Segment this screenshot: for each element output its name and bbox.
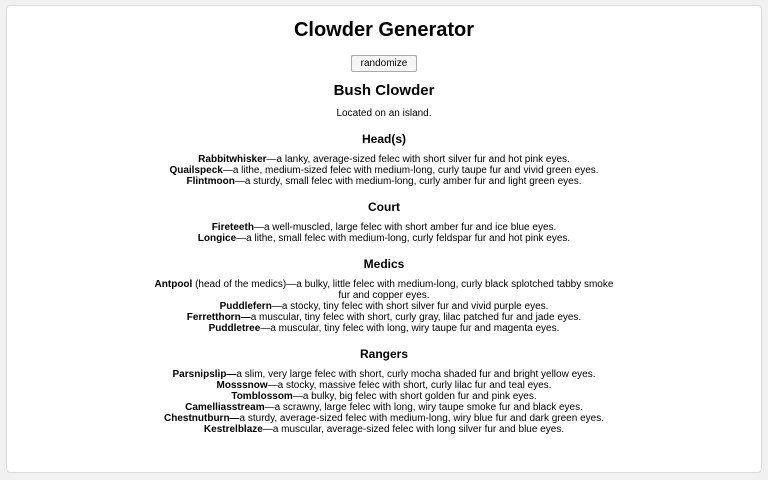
member-entry: Quailspeck—a lithe, medium-sized felec with medium-long, curly taupe fur and vivid green eyes.	[169, 165, 599, 176]
section-member-list	[154, 154, 614, 187]
section-heading: Court	[368, 200, 400, 214]
member-entry: Puddlefern—a stocky, tiny felec with short silver fur and vivid purple eyes.	[219, 301, 549, 312]
member-name: Parsnipslip—	[172, 369, 237, 380]
member-entry: Antpool (head of the medics)—a bulky, little felec with medium-long, curly black splotched tabby smoke fur and copper eyes.	[154, 279, 614, 301]
member-name: Ferretthorn—	[186, 312, 251, 323]
page-title: Clowder Generator	[293, 19, 475, 41]
member-entry: Ferretthorn—a muscular, tiny felec with short, curly gray, lilac patched fur and jade eyes.	[186, 312, 582, 323]
member-entry: Fireteeth—a well-muscled, large felec with short amber fur and ice blue eyes.	[211, 222, 557, 233]
member-entry: Flintmoon—a sturdy, small felec with medium-long, curly amber fur and light green eyes.	[186, 176, 582, 187]
section-member-list	[154, 222, 614, 244]
member-name: Quailspeck	[169, 165, 223, 176]
randomize-button-row	[7, 53, 761, 72]
member-name: Rabbitwhisker	[198, 154, 267, 165]
clowder-sections	[7, 132, 761, 435]
member-entry: Kestrelblaze—a muscular, average-sized felec with long silver fur and blue eyes.	[203, 424, 565, 435]
member-name: Puddlefern	[219, 301, 272, 312]
clowder-name-heading: Bush Clowder	[333, 82, 435, 99]
generator-page	[6, 5, 762, 473]
section-heading: Head(s)	[361, 132, 406, 146]
member-name: Flintmoon	[186, 176, 235, 187]
member-name: Camelliasstream	[185, 402, 265, 413]
section-heading: Rangers	[359, 347, 409, 361]
member-name: Tomblossom	[231, 391, 293, 402]
clowder-location: Located on an island.	[336, 108, 432, 119]
section-member-list	[154, 369, 614, 435]
member-name: Chestnutburn—	[164, 413, 240, 424]
member-entry: Rabbitwhisker—a lanky, average-sized felec with short silver fur and hot pink eyes.	[198, 154, 570, 165]
member-name: Longice	[197, 233, 237, 244]
section-member-list	[154, 279, 614, 334]
member-name: Antpool	[154, 279, 193, 290]
section-heading: Medics	[363, 257, 405, 271]
member-entry: Camelliasstream—a scrawny, large felec with long, wiry taupe smoke fur and black eyes.	[185, 402, 583, 413]
randomize-button[interactable]: randomize	[351, 55, 418, 72]
member-entry: Mosssnow—a stocky, massive felec with short, curly lilac fur and teal eyes.	[216, 380, 552, 391]
member-entry: Puddletree—a muscular, tiny felec with long, wiry taupe fur and magenta eyes.	[208, 323, 560, 334]
member-entry: Tomblossom—a bulky, big felec with short golden fur and pink eyes.	[231, 391, 537, 402]
member-entry: Chestnutburn—a sturdy, average-sized felec with medium-long, wiry blue fur and dark green eyes.	[164, 413, 604, 424]
member-name: Puddletree	[208, 323, 261, 334]
member-name: Kestrelblaze	[203, 424, 263, 435]
member-name: Fireteeth	[211, 222, 254, 233]
member-name: Mosssnow	[216, 380, 268, 391]
member-entry: Parsnipslip—a slim, very large felec with short, curly mocha shaded fur and bright yellow eyes.	[172, 369, 596, 380]
member-entry: Longice—a lithe, small felec with medium-long, curly feldspar fur and hot pink eyes.	[197, 233, 571, 244]
